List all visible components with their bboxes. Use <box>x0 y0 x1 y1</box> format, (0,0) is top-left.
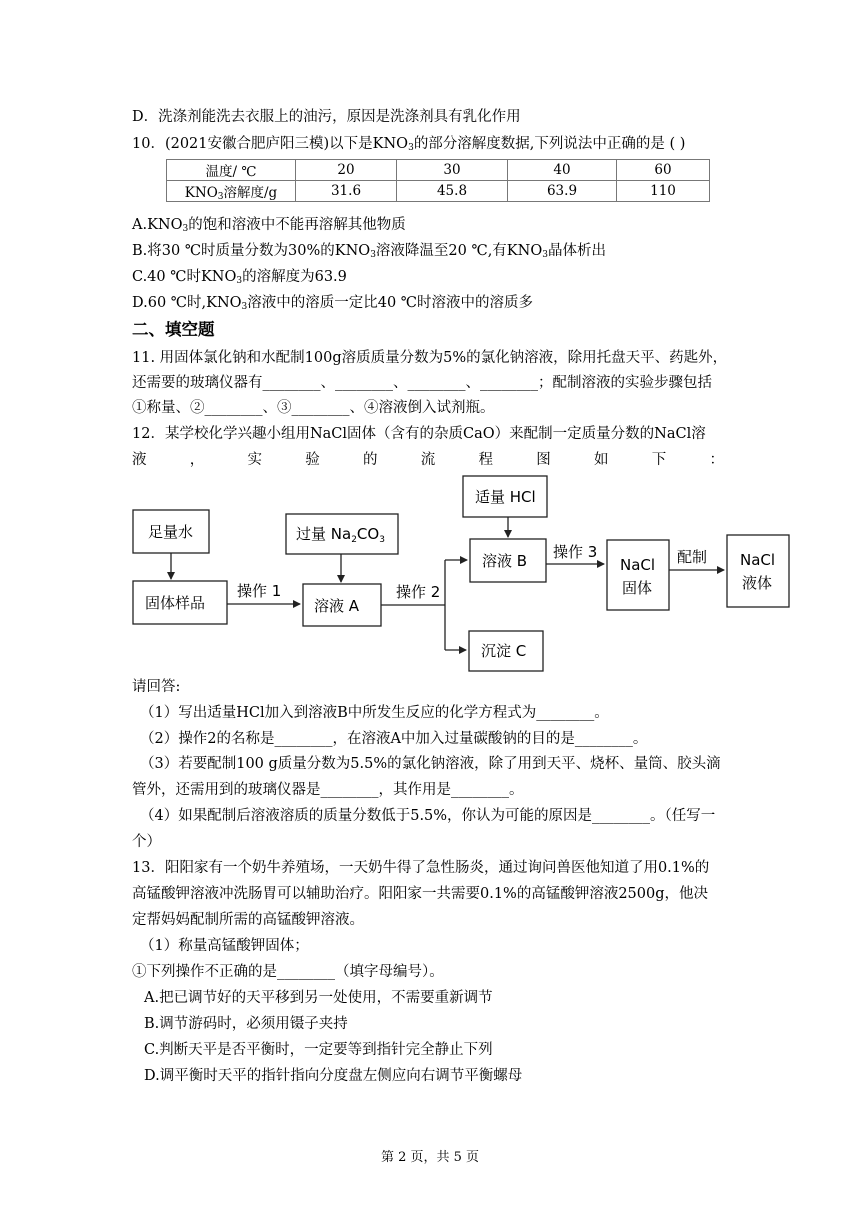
table-cell: 20 <box>296 160 397 181</box>
label-na2co3: 过量 $Na_2CO_3$ <box>296 525 385 545</box>
q13-line-1: 13．阳阳家有一个奶牛养殖场，一天奶牛得了急性肠炎，通过询问兽医他知道了用0.1%的 <box>132 860 710 876</box>
text-char: 流 <box>420 452 436 468</box>
box-nacl-solid <box>607 540 669 610</box>
q13-line-3: 定帮妈妈配制所需的高锰酸钾溶液。 <box>132 912 364 928</box>
label-water: 足量水 <box>148 523 194 541</box>
q12-part-1: （1）写出适量HCl加入到溶液B中所发生反应的化学方程式为________。 <box>140 705 609 721</box>
label-nacl-solid-1: NaCl <box>620 556 656 574</box>
q12-part-4-line-2: 个） <box>132 834 161 850</box>
table-cell: 31.6 <box>296 181 397 202</box>
q13-option-c: C.判断天平是否平衡时，一定要等到指针完全静止下列 <box>144 1042 493 1058</box>
q10-stem: 10．(2021安徽合肥庐阳三模)以下是$KNO_3$的部分溶解度数据,下列说法中正确的是 ( ) <box>132 136 686 153</box>
q12-part-3-line-2: 管外，还需用到的玻璃仪器是________，其作用是________。 <box>132 782 524 798</box>
q12-prompt: 请回答: <box>132 679 181 695</box>
table-cell: 63.9 <box>508 181 617 202</box>
text-char: 图 <box>536 452 551 468</box>
label-solution-b: 溶液 B <box>482 552 528 570</box>
table-cell: 30 <box>397 160 508 181</box>
q11-line-1: 11. 用固体氯化钠和水配制100g溶质质量分数为5%的氯化钠溶液，除用托盘天平、药匙外， <box>132 350 728 366</box>
q13-option-d: D.调平衡时天平的指针指向分度盘左侧应向右调节平衡螺母 <box>144 1068 523 1084</box>
section-heading: 二、填空题 <box>132 320 215 339</box>
text-char: 实 <box>247 452 262 468</box>
q13-option-a: A.把已调节好的天平移到另一处使用，不需要重新调节 <box>144 990 493 1006</box>
q13-part-1: （1）称量高锰酸钾固体； <box>140 938 309 954</box>
label-precipitate-c: 沉淀 C <box>481 642 527 660</box>
text-char: ： <box>709 452 724 468</box>
label-nacl-liquid-1: NaCl <box>740 551 776 569</box>
text-char: 程 <box>478 452 493 468</box>
label-hcl: 适量 HCl <box>475 488 536 506</box>
text-char: 液 <box>132 452 147 468</box>
q10-option-a: $A.KNO_3$的饱和溶液中不能再溶解其他物质 <box>132 217 406 234</box>
q10-option-c: C.40 ℃时$KNO_3$的溶解度为63.9 <box>132 269 347 286</box>
table-cell: 110 <box>617 181 710 202</box>
table-cell: 60 <box>617 160 710 181</box>
label-nacl-liquid-2: 液体 <box>742 574 773 592</box>
page-footer: 第 2 页，共 5 页 <box>380 1150 480 1165</box>
text-char: 如 <box>594 452 609 468</box>
q10-option-b: B.将30 ℃时质量分数为30%的$KNO_3$溶液降温至20 ℃,有$KNO_3$晶体析出 <box>132 243 606 260</box>
table-cell: 45.8 <box>397 181 508 202</box>
q12-part-3-line-1: （3）若要配制100 g质量分数为5.5%的氯化钠溶液，除了用到天平、烧杯、量筒、胶头滴 <box>140 756 721 772</box>
text-char: 下 <box>651 452 667 468</box>
table-header-solubility: $KNO_3$溶解度/g <box>167 181 296 202</box>
q10-option-d: D.60 ℃时$,KNO_3$溶液中的溶质一定比40 ℃时溶液中的溶质多 <box>132 295 534 312</box>
label-op3: 操作 3 <box>553 543 598 561</box>
q11-line-2: 还需要的玻璃仪器有________、________、________、________；配制溶液的实验步骤包括 <box>132 375 712 391</box>
q11-line-3: ①称量、②________、③________、④溶液倒入试剂瓶。 <box>132 400 495 416</box>
q12-part-4-line-1: （4）如果配制后溶液溶质的质量分数低于5.5%，你认为可能的原因是________。（任写一 <box>140 808 716 824</box>
label-nacl-solid-2: 固体 <box>622 579 653 597</box>
table-header-temperature: 温度/ ℃ <box>167 160 296 181</box>
text-char: 验 <box>305 452 320 468</box>
text-char: ， <box>189 452 205 468</box>
label-op1: 操作 1 <box>237 582 282 600</box>
text-char: 的 <box>363 452 378 468</box>
box-nacl-liquid <box>727 535 789 607</box>
q9-option-d: D．洗涤剂能洗去衣服上的油污，原因是洗涤剂具有乳化作用 <box>132 109 521 125</box>
table-cell: 40 <box>508 160 617 181</box>
label-solution-a: 溶液 A <box>314 597 360 615</box>
q12-part-2: （2）操作2的名称是________，在溶液A中加入过量碳酸钠的目的是________。 <box>140 731 648 747</box>
q13-part-1-sub: ①下列操作不正确的是________（填字母编号）。 <box>132 964 444 980</box>
label-op2: 操作 2 <box>396 583 441 601</box>
q12-line-1: 12．某学校化学兴趣小组用NaCl固体（含有的杂质CaO）来配制一定质量分数的NaCl溶 <box>132 426 706 442</box>
label-prepare: 配制 <box>677 548 708 566</box>
q13-line-2: 高锰酸钾溶液冲洗肠胃可以辅助治疗。阳阳家一共需要0.1%的高锰酸钾溶液2500g，他决 <box>132 886 709 902</box>
label-sample: 固体样品 <box>145 594 206 612</box>
q13-option-b: B.调节游码时，必须用镊子夹持 <box>144 1016 348 1032</box>
